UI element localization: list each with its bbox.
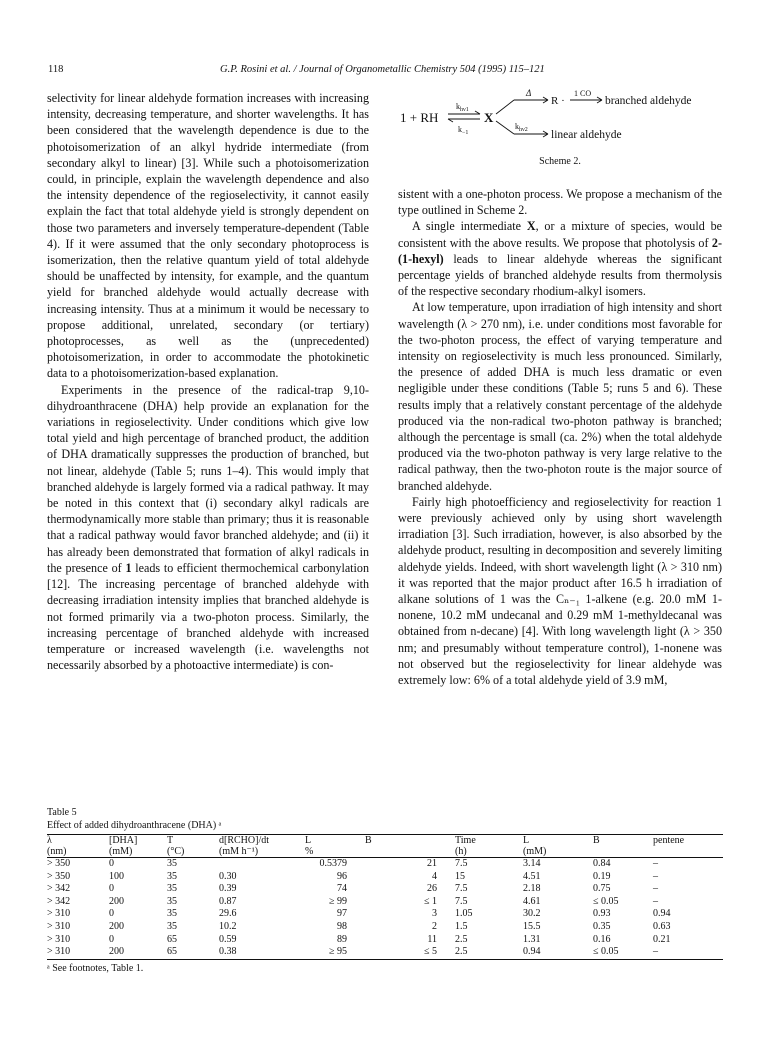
table-cell: 30.2 [523,908,541,920]
table-cell: 0.30 [219,870,237,882]
table-header-cell: L (mM) [523,835,547,857]
right-paragraph-3: At low temperature, upon irradiation of high intensity and short wavelength (λ > 270 nm), i.e. under conditions most favorable for the two-photon process, the effect of varying temperature and intensity on regioselectivity is much less pronounced. Similarly, the presence of added DHA is much less dramatic or even negligible under these conditions (Table 5; runs 5 and 6). These results imply that a relatively constant percentage of the aldehyde produced via the non-radical two-photon pathway is branched; although the percentage is small (ca. 2%) when the total aldehyde produced via the two-photon pathway is very large relative to the radical pathway, then the two-photon route is the major source of branched aldehyde. [398,300,722,493]
table-cell: 35 [167,920,177,932]
table-cell: > 310 [47,946,71,958]
table-cell: > 310 [47,933,71,945]
right-paragraph-4: Fairly high photoefficiency and regioselectivity for reaction 1 were previously achieved only by using short wavelength irradiation [3]. Such irradiation, however, is also absorbed by the aldehyde product, resulting in decomposition and severely limiting aldehyde yields. Indeed, with short wavelength light (λ > 310 nm) it was reported that the major product after 16.5 h irradiation of alkane solutions of 1 was the Cₙ₋₁ 1-alkene (e.g. 20.0 mM 1-nonene, 10.2 mM undecanal and 0.29 mM 1-methyldecanal was obtained from n-decane) [4]. With long wavelength light (λ > 350 nm; and presumably without temperature control), 1-nonene was not observed but the regioselectivity for linear aldehyde was extremely low: 6% of a total aldehyde yield of 3.9 mM, [398,494,722,688]
table-cell: 65 [167,933,177,945]
right-paragraph-1: sistent with a one-photon process. We propose a mechanism of the type outlined in Scheme 2. [398,187,722,218]
scheme-k-minus1: $k_{-1}$ [458,125,469,136]
table-cell: 11 [427,933,437,945]
table-footnote: ᵃ See footnotes, Table 1. [47,962,144,974]
table-header-cell: d[RCHO]/dt (mM h⁻¹) [219,835,269,857]
table-cell: 0.39 [219,883,237,895]
table-cell: 15 [455,870,465,882]
table-cell: 0.84 [593,858,611,869]
table-cell: 0.35 [593,920,611,932]
table-cell: 10.2 [219,920,237,932]
table-cell: 2.5 [455,946,468,958]
table-header-cell: pentene [653,835,685,846]
table-cell: > 310 [47,908,71,920]
scheme-co: 1 CO [574,89,592,98]
table-cell: 4 [432,870,437,882]
table-header-cell: Time (h) [455,835,476,857]
table-cell: 96 [337,870,347,882]
table-label: Table 5 [47,807,77,818]
table-cell: 1.31 [523,933,541,945]
table-row [47,908,723,921]
table-cell: 3 [432,908,437,920]
table-cell: 21 [427,858,437,869]
table-cell: 0.5379 [319,858,347,869]
table-header-cell: λ (nm) [47,835,67,857]
table-cell: ≤ 0.05 [593,895,619,907]
table-cell: > 310 [47,920,71,932]
table-row [47,896,723,909]
scheme-delta: Δ [526,88,532,98]
scheme-reactants: 1 + RH [400,110,439,125]
table-cell: 35 [167,858,177,869]
scheme-diagram [398,88,722,154]
left-paragraph-2: Experiments in the presence of the radical-trap 9,10-dihydroanthracene (DHA) help provide an explanation for the variations in regioselectivity. Under conditions which give low total yield and high percentage of branched product, the addition of DHA dramatically suppresses the production of branched, but not linear, aldehyde (Table 5; runs 1–4). This would imply that branched aldehyde is largely formed via a radical pathway. It may be noted in this context that (i) secondary alkyl radicals are thermodynamically more stable than primary; thus it is reasonable that a radical pathway would favor branched aldehyde; and (ii) it has already been demonstrated that formation of alkyl radicals in the presence of 1 leads to efficient thermochemical carbonylation [12]. The increasing percentage of branched aldehyde with decreasing irradiation intensity implies that branched aldehyde is not formed primarily via a two-photon process. Similarly, the increasing percentage of branched aldehyde with increased temperature or increased wavelength (i.e. wavelengths not necessarily absorbed by a photoactive intermediate) is con- [47,382,369,673]
table-cell: 0.94 [523,946,541,958]
table-cell: 7.5 [455,858,468,869]
scheme-k-hv2: $k_{h\nu 2}$ [515,122,528,133]
scheme-radical: R · [551,95,565,107]
table-cell: > 350 [47,870,71,882]
table-cell: 89 [337,933,347,945]
table-cell: 35 [167,870,177,882]
table-cell: 200 [109,895,124,907]
table-cell: 26 [427,883,437,895]
table-cell: 1.5 [455,920,468,932]
table-cell: 200 [109,946,124,958]
table-cell: ≥ 95 [329,946,347,958]
table-cell: 100 [109,870,124,882]
table-cell: ≤ 5 [424,946,437,958]
table-cell: 2.5 [455,933,468,945]
table-cell: 0.19 [593,870,611,882]
table-5 [47,807,723,974]
table-header-row [47,835,723,858]
table-row [47,858,723,871]
data-table [47,834,723,960]
table-body [47,858,723,960]
table-cell: 74 [337,883,347,895]
table-cell: – [653,883,658,895]
scheme-k-hv1: $k_{h\nu 1}$ [456,102,469,113]
table-cell: 0 [109,908,114,920]
table-cell: ≥ 99 [329,895,347,907]
running-header [40,64,740,80]
table-cell: 98 [337,920,347,932]
table-title: Effect of added dihydroanthracene (DHA) ᵃ [47,819,222,831]
table-cell: 3.14 [523,858,541,869]
table-header-cell: B [593,835,600,846]
table-row [47,934,723,947]
scheme-intermediate: X [484,110,494,125]
table-cell: > 342 [47,895,71,907]
table-row [47,946,723,959]
table-cell: 200 [109,920,124,932]
table-cell: 0.21 [653,933,671,945]
table-header-cell: B [365,835,372,846]
table-header-cell: [DHA] (mM) [109,835,138,857]
table-cell: 0.38 [219,946,237,958]
table-cell: ≤ 0.05 [593,946,619,958]
table-cell: 0.59 [219,933,237,945]
table-cell: 2 [432,920,437,932]
table-cell: 7.5 [455,883,468,895]
left-column [47,90,369,673]
table-cell [219,858,305,871]
table-cell: 4.61 [523,895,541,907]
journal-citation: G.P. Rosini et al. / Journal of Organometallic Chemistry 504 (1995) 115–121 [220,64,545,75]
table-cell: 4.51 [523,870,541,882]
table-cell: – [653,870,658,882]
table-cell: 0.63 [653,920,671,932]
table-header-cell: T (°C) [167,835,185,857]
table-cell: > 342 [47,883,71,895]
right-column [398,186,722,688]
table-cell: 0 [109,933,114,945]
table-cell: – [653,895,658,907]
table-cell: 0.94 [653,908,671,920]
table-cell: 15.5 [523,920,541,932]
scheme-2 [398,88,722,178]
table-row [47,871,723,884]
page-number: 118 [48,64,64,75]
table-cell: 0.93 [593,908,611,920]
scheme-caption: Scheme 2. [539,156,581,167]
table-cell: 0.16 [593,933,611,945]
table-cell: 2.18 [523,883,541,895]
scheme-linear: linear aldehyde [551,129,622,141]
table-header-cell: L % [305,835,314,857]
table-cell: 0.75 [593,883,611,895]
table-cell: 35 [167,883,177,895]
right-paragraph-2: A single intermediate X, or a mixture of species, would be consistent with the above results. We propose that photolysis of 2-(1-hexyl) leads to linear aldehyde whereas the significant percentage yields of branched aldehyde results from thermolysis of the respective secondary rhodium-alkyl isomers. [398,219,722,299]
table-row [47,883,723,896]
table-cell: 35 [167,908,177,920]
table-cell: 65 [167,946,177,958]
table-cell: ≤ 1 [424,895,437,907]
table-cell: 0 [109,883,114,895]
table-cell: – [653,858,658,869]
table-cell: 0.87 [219,895,237,907]
table-cell: 0 [109,858,114,869]
table-cell: 35 [167,895,177,907]
table-cell: > 350 [47,858,71,869]
table-cell: 1.05 [455,908,473,920]
table-cell: 7.5 [455,895,468,907]
table-cell: – [653,946,658,958]
left-paragraph-1: selectivity for linear aldehyde formation increases with increasing intensity, decreasing temperature, and shorter wavelengths. It has been considered that the wavelength dependence is due to the photoisomerization of an alkyl hydride intermediate (from secondary alkyl to linear) [3]. While such a photoisomerization could, in principle, explain the wavelength dependence and also the intensity dependence of the regioselectivity, it cannot easily explain the fact that total aldehyde yield is strongly dependent on those two parameters and inversely temperature-dependent (Table 4). If it were assumed that the only secondary photoprocess is isomerization, then the relative quantum yield of total aldehyde should be unaffected by intensity, for example, and the quantum yield for branched aldehyde would actually decrease with increasing intensity. Thus at a minimum it would be necessary to propose additional, unrelated, secondary (or tertiary) photoprocesses, as well as the (unprecedented) photoisomerization, in order to accommodate the photokinetic data to a photoisomerization-based explanation. [47,91,369,381]
table-row [47,921,723,934]
scheme-branched: branched aldehyde [605,95,692,107]
table-cell: 29.6 [219,908,237,920]
table-cell: 97 [337,908,347,920]
